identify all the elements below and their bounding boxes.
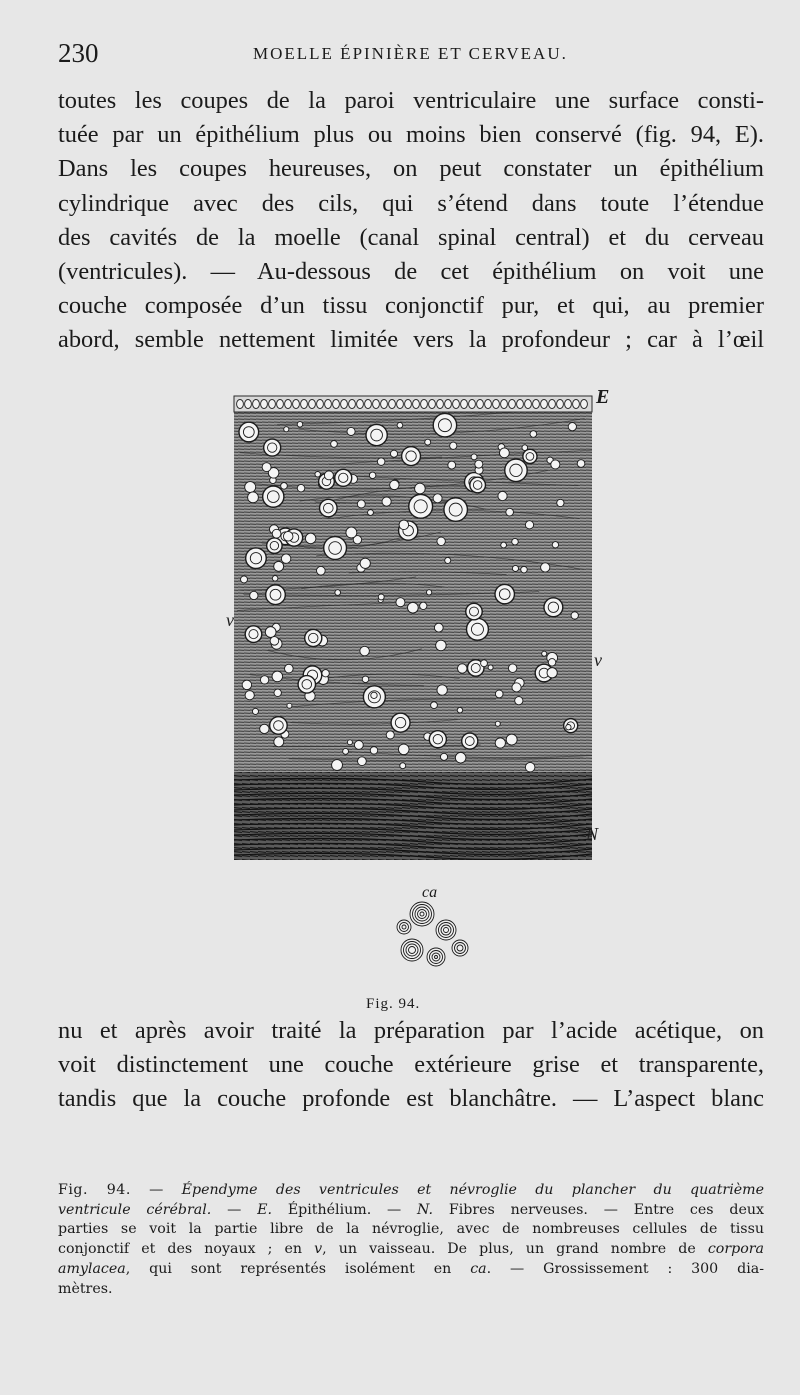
glial-cell (347, 740, 352, 745)
glial-cell (409, 494, 433, 518)
footnote-line (58, 1240, 764, 1260)
footnote-text: . — Grossissement : 300 dia- (486, 1260, 764, 1277)
glial-cell (324, 537, 347, 560)
glial-cell (420, 602, 427, 609)
glial-cell (335, 469, 352, 486)
epithelium-cell (373, 400, 380, 409)
glial-cell (366, 424, 387, 445)
label-e: E (596, 386, 610, 408)
epithelium-cell (413, 400, 420, 409)
footnote-line (58, 1260, 764, 1280)
glial-cell (324, 471, 333, 480)
glial-cell (434, 623, 443, 632)
glial-cell (315, 472, 320, 477)
glial-cell (440, 753, 447, 760)
glial-cell (521, 566, 528, 573)
glial-cell (444, 498, 467, 521)
page-number: 230 (58, 38, 99, 68)
epithelium-cell (365, 400, 372, 409)
glial-cell (245, 691, 254, 700)
glial-cell (512, 683, 521, 692)
glial-cell (566, 725, 571, 730)
footnote-text: Épithélium. — (272, 1201, 418, 1218)
footnote-line (58, 1201, 764, 1221)
glial-cell (408, 602, 419, 613)
glial-cell (512, 565, 518, 571)
epithelium-cell (541, 400, 548, 409)
epithelium-cell (581, 400, 588, 409)
glial-cell (287, 703, 292, 708)
label-v-left: v (226, 610, 234, 630)
glial-cell (274, 561, 284, 571)
footnote-line: mètres. (58, 1280, 113, 1297)
glial-cell (320, 499, 338, 517)
epithelium-cell (341, 400, 348, 409)
epithelium-cell (453, 400, 460, 409)
glial-cell (305, 533, 315, 543)
glial-cell (317, 566, 326, 575)
corpus-amylaceum (436, 920, 456, 940)
glial-cell (265, 627, 276, 638)
glial-cell (371, 692, 377, 698)
text-line: Dans les coupes heureuses, on peut constater un épithélium (58, 155, 764, 183)
page-header (58, 38, 768, 72)
glial-cell (263, 486, 284, 507)
footnote-line (58, 1181, 764, 1201)
glial-cell (445, 557, 451, 563)
epithelium-cell (437, 400, 444, 409)
footnote-text: , un vaisseau. De plus, un grand nombre de (322, 1241, 708, 1258)
glial-cell (415, 483, 426, 494)
corpus-amylaceum (410, 902, 434, 926)
glial-cell (267, 538, 282, 553)
glial-cell (264, 439, 281, 456)
glial-cell (402, 447, 421, 466)
text-line: tandis que la couche profonde est blanchâtre. — L’aspect blanc (58, 1085, 764, 1113)
text-line: nu et après avoir traité la préparation par l’acide acétique, on (58, 1017, 764, 1044)
epithelium-cell (349, 400, 356, 409)
glial-cell (298, 676, 315, 693)
glial-cell (542, 651, 547, 656)
glial-cell (481, 660, 488, 667)
label-ca: ca (422, 884, 438, 901)
epithelium-cell (533, 400, 540, 409)
glial-cell (382, 497, 391, 506)
glial-cell (260, 724, 269, 733)
glial-cell (346, 527, 357, 538)
glial-cell (347, 427, 355, 435)
glial-cell (248, 492, 259, 503)
figure-caption: Fig. 94. (366, 996, 421, 1012)
label-n: N (586, 824, 599, 844)
glial-cell (512, 538, 518, 544)
epithelium-cell (357, 400, 364, 409)
glial-cell (378, 594, 384, 600)
glial-cell (568, 423, 576, 431)
glial-cell (377, 458, 384, 465)
footnote-title: Épendyme des ventricules et névroglie du plancher du quatrième (181, 1182, 764, 1198)
paragraph-top (58, 84, 764, 358)
glial-cell (335, 590, 341, 596)
glial-cell (530, 431, 537, 438)
glial-cell (544, 598, 563, 617)
epithelium-cell (389, 400, 396, 409)
glial-cell (515, 697, 523, 705)
glial-cell (358, 757, 367, 766)
epithelium-cell (293, 400, 300, 409)
label-v-right: v (594, 650, 602, 670)
glial-cell (431, 702, 438, 709)
glial-cell (305, 629, 322, 646)
glial-cell (283, 531, 293, 541)
figure-footnote (58, 1181, 764, 1299)
glial-cell (448, 461, 456, 469)
glial-cell (470, 477, 486, 493)
glial-cell (547, 668, 557, 678)
epithelium-cell (493, 400, 500, 409)
corpus-amylaceum (401, 939, 423, 961)
glial-cell (386, 731, 394, 739)
epithelium-cell (557, 400, 564, 409)
text-line: couche composée d’un tissu conjonctif pur, et qui, au premier (58, 292, 764, 320)
glial-cell (343, 748, 349, 754)
glial-cell (466, 603, 482, 619)
epithelium-cell (333, 400, 340, 409)
glial-cell (551, 460, 560, 469)
glial-cell (241, 576, 248, 583)
glial-cell (557, 499, 564, 506)
epithelium-cell (549, 400, 556, 409)
glial-cell (398, 744, 409, 755)
footnote-label-n: N. (417, 1201, 434, 1218)
epithelium-cell (485, 400, 492, 409)
glial-cell (270, 637, 279, 646)
epithelium-cell (277, 400, 284, 409)
epithelium-cell (301, 400, 308, 409)
glial-cell (285, 664, 294, 673)
running-title: MOELLE ÉPINIÈRE ET CERVEAU. (253, 44, 568, 63)
epithelium-cell (477, 400, 484, 409)
glial-cell (501, 542, 507, 548)
epithelium-cell (405, 400, 412, 409)
glial-cell (331, 441, 338, 448)
glial-cell (284, 427, 289, 432)
glial-cell (433, 494, 442, 503)
epithelium-cell (565, 400, 572, 409)
glial-cell (475, 460, 483, 468)
paragraph-bottom (58, 1014, 764, 1117)
text-line: tuée par un épithélium plus ou moins bien conservé (fig. 94, E). (58, 121, 764, 149)
epithelium-cell (421, 400, 428, 409)
glial-cell (322, 670, 329, 677)
footnote-text: , qui sont représentés isolément en (125, 1260, 471, 1277)
epithelium-cell (509, 400, 516, 409)
footnote-amylacea: amylacea (58, 1260, 126, 1277)
glial-cell (450, 442, 457, 449)
glial-cell (370, 747, 377, 754)
footnote-fig-label: Fig. 94. (58, 1182, 131, 1198)
text-line: abord, semble nettement limitée vers la profondeur ; car à l’œil (58, 326, 764, 354)
glial-cell (397, 422, 403, 428)
epithelium-cell (245, 400, 252, 409)
glial-cell (506, 508, 514, 516)
glial-cell (498, 491, 507, 500)
glial-cell (260, 676, 268, 684)
epithelium-cell (429, 400, 436, 409)
glial-cell (541, 563, 550, 572)
epithelium-cell (461, 400, 468, 409)
epithelium-cell (325, 400, 332, 409)
glial-cell (499, 448, 509, 458)
epithelium-cell (285, 400, 292, 409)
glial-cell (281, 554, 290, 563)
glial-cell (272, 576, 278, 582)
epithelium-cell (573, 400, 580, 409)
glial-cell (399, 520, 409, 530)
glial-cell (369, 472, 376, 479)
glial-cell (552, 542, 558, 548)
footnote-v: v (314, 1241, 323, 1258)
glial-cell (239, 422, 259, 442)
glial-cell (525, 521, 533, 529)
glial-cell (274, 689, 281, 696)
glial-cell (246, 548, 267, 569)
glial-cell (252, 708, 258, 714)
histology-illustration (226, 382, 616, 982)
epithelium-cell (517, 400, 524, 409)
glial-cell (297, 422, 303, 428)
footnote-corpora: corpora (707, 1241, 764, 1258)
glial-cell (455, 752, 466, 763)
glial-cell (272, 529, 281, 538)
glial-cell (471, 454, 477, 460)
text-line: des cavités de la moelle (canal spinal central) et du cerveau (58, 223, 764, 251)
glial-cell (462, 733, 478, 749)
glial-cell (467, 618, 489, 640)
epithelium-cell (397, 400, 404, 409)
glial-cell (425, 439, 431, 445)
epithelium-cell (269, 400, 276, 409)
corpora-amylacea-group (397, 902, 468, 966)
epithelium-cell (309, 400, 316, 409)
glial-cell (368, 510, 374, 516)
epithelium-cell (525, 400, 532, 409)
glial-cell (426, 590, 431, 595)
glial-cell (548, 659, 555, 666)
epithelium-cell (261, 400, 268, 409)
glial-cell (354, 741, 363, 750)
glial-cell (508, 664, 517, 673)
epithelium-cell (469, 400, 476, 409)
footnote-text: — (130, 1182, 182, 1198)
glial-cell (525, 762, 535, 772)
glial-cell (436, 640, 447, 651)
glial-cell (360, 646, 370, 656)
glial-cell (272, 671, 283, 682)
glial-cell (457, 707, 462, 712)
glial-cell (396, 598, 405, 607)
glial-cell (505, 459, 527, 481)
text-line: toutes les coupes de la paroi ventriculaire une surface consti- (58, 87, 764, 114)
glial-cell (488, 665, 493, 670)
glial-cell (495, 690, 503, 698)
glial-cell (400, 763, 406, 769)
glial-cell (362, 676, 369, 683)
glial-cell (437, 537, 445, 545)
glial-cell (429, 731, 446, 748)
epithelium-cell (317, 400, 324, 409)
epithelium-cell (381, 400, 388, 409)
text-line: (ventricules). — Au-dessous de cet épithélium on voit une (58, 258, 764, 286)
glial-cell (433, 413, 456, 436)
glial-cell (360, 558, 370, 568)
glial-cell (495, 721, 500, 726)
glial-cell (390, 480, 399, 489)
glial-cell (522, 445, 528, 451)
figure-94 (226, 382, 616, 982)
glial-cell (274, 737, 284, 747)
epithelium-cell (253, 400, 260, 409)
glial-cell (390, 450, 397, 457)
glial-cell (332, 760, 343, 771)
glial-cell (495, 738, 505, 748)
glial-cell (495, 584, 514, 603)
glial-cell (266, 585, 286, 605)
glial-cell (242, 680, 251, 689)
footnote-line: parties se voit la partie libre de la névroglie, avec de nombreuses cellules de tissu (58, 1221, 764, 1238)
glial-cell (391, 713, 410, 732)
glial-cell (506, 734, 517, 745)
footnote-text: — (211, 1201, 258, 1218)
glial-cell (458, 664, 467, 673)
epithelium-cell (237, 400, 244, 409)
footnote-ca: ca (470, 1260, 487, 1277)
footnote-title: ventricule cérébral. (58, 1201, 212, 1218)
glial-cell (571, 612, 578, 619)
glial-cell (523, 449, 537, 463)
text-line: voit distinctement une couche extérieure grise et transparente, (58, 1051, 764, 1079)
glial-cell (245, 482, 256, 493)
glial-cell (245, 626, 262, 643)
epithelium-cell (445, 400, 452, 409)
glial-cell (297, 484, 304, 491)
glial-cell (270, 717, 288, 735)
glial-cell (437, 685, 447, 695)
footnote-label-e: E. (257, 1201, 272, 1218)
glial-cell (577, 460, 585, 468)
glial-cell (357, 500, 365, 508)
epithelium-cell (501, 400, 508, 409)
text-line: cylindrique avec des cils, qui s’étend dans toute l’étendue (58, 189, 764, 217)
footnote-text: Fibres nerveuses. — Entre ces deux (433, 1201, 764, 1218)
footnote-text: conjonctif et des noyaux ; en (58, 1241, 315, 1258)
glial-cell (281, 483, 288, 490)
glial-cell (250, 591, 258, 599)
glial-cell (262, 463, 271, 472)
